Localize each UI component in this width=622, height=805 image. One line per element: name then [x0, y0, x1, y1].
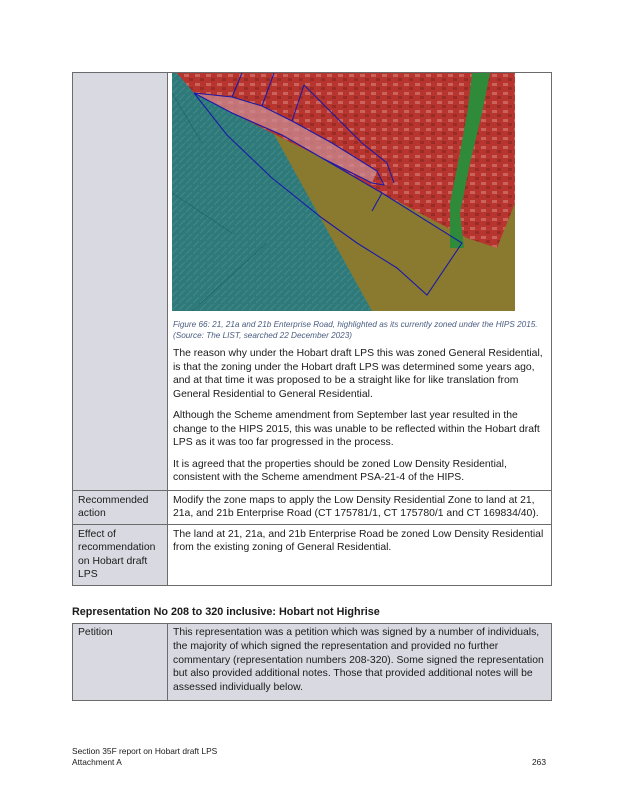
petition-row: [73, 624, 552, 701]
empty-label-cell: [73, 73, 168, 491]
footer-line-2: Attachment A: [72, 757, 122, 767]
body-paragraph-3: It is agreed that the properties should be zoned Low Density Residential, consistent with the Scheme amendment PSA-21-4 of the HIPS.: [173, 458, 507, 483]
recommended-action-row: [73, 490, 552, 524]
effect-row: [73, 524, 552, 585]
recommended-action-label: Recommended action: [73, 490, 168, 524]
petition-label: Petition: [73, 624, 168, 701]
figure-row: [73, 73, 552, 491]
page-number: 263: [532, 757, 546, 767]
caption-line-1: Figure 66: 21, 21a and 21b Enterprise Road, highlighted as its currently zoned under the HIPS 2015.: [173, 320, 538, 329]
petition-table: [72, 623, 552, 701]
effect-text: The land at 21, 21a, and 21b Enterprise Road be zoned Low Density Residential from the existing zoning of General Residential.: [168, 524, 552, 585]
body-paragraph-2: Although the Scheme amendment from September last year resulted in the change to the HIPS 2015, this was unable to be reflected within the Hobart draft LPS as it was too far progressed in the process.: [173, 410, 540, 448]
zoning-map-image: [172, 73, 515, 311]
body-paragraph-1: The reason why under the Hobart draft LPS this was zoned General Residential, is that the zoning under the Hobart draft LPS was determined some years ago, and at that time it was proposed to be a straight like for like translation from General Residential to General Residential.: [173, 348, 543, 400]
section-heading: Representation No 208 to 320 inclusive: Hobart not Highrise: [72, 606, 380, 618]
recommended-action-text: Modify the zone maps to apply the Low Density Residential Zone to land at 21, 21a, and 21b Enterprise Road (CT 175781/1, CT 175780/1 and CT 169834/40).: [168, 490, 552, 524]
figure-caption: [173, 319, 546, 341]
footer: [72, 746, 217, 768]
caption-line-2: (Source: The LIST, searched 22 December 2023): [173, 331, 353, 340]
effect-label: Effect of recommendation on Hobart draft LPS: [73, 524, 168, 585]
assessment-table: [72, 72, 552, 586]
footer-line-1: Section 35F report on Hobart draft LPS: [72, 746, 218, 756]
petition-text: This representation was a petition which was signed by a number of individuals, the majority of which signed the representation and provided no further commentary (representation numbers 208-320). Some signed the representation but also provided additional notes. Those that provided additional notes will be assessed individually below.: [168, 624, 552, 701]
figure-cell: [168, 73, 552, 491]
